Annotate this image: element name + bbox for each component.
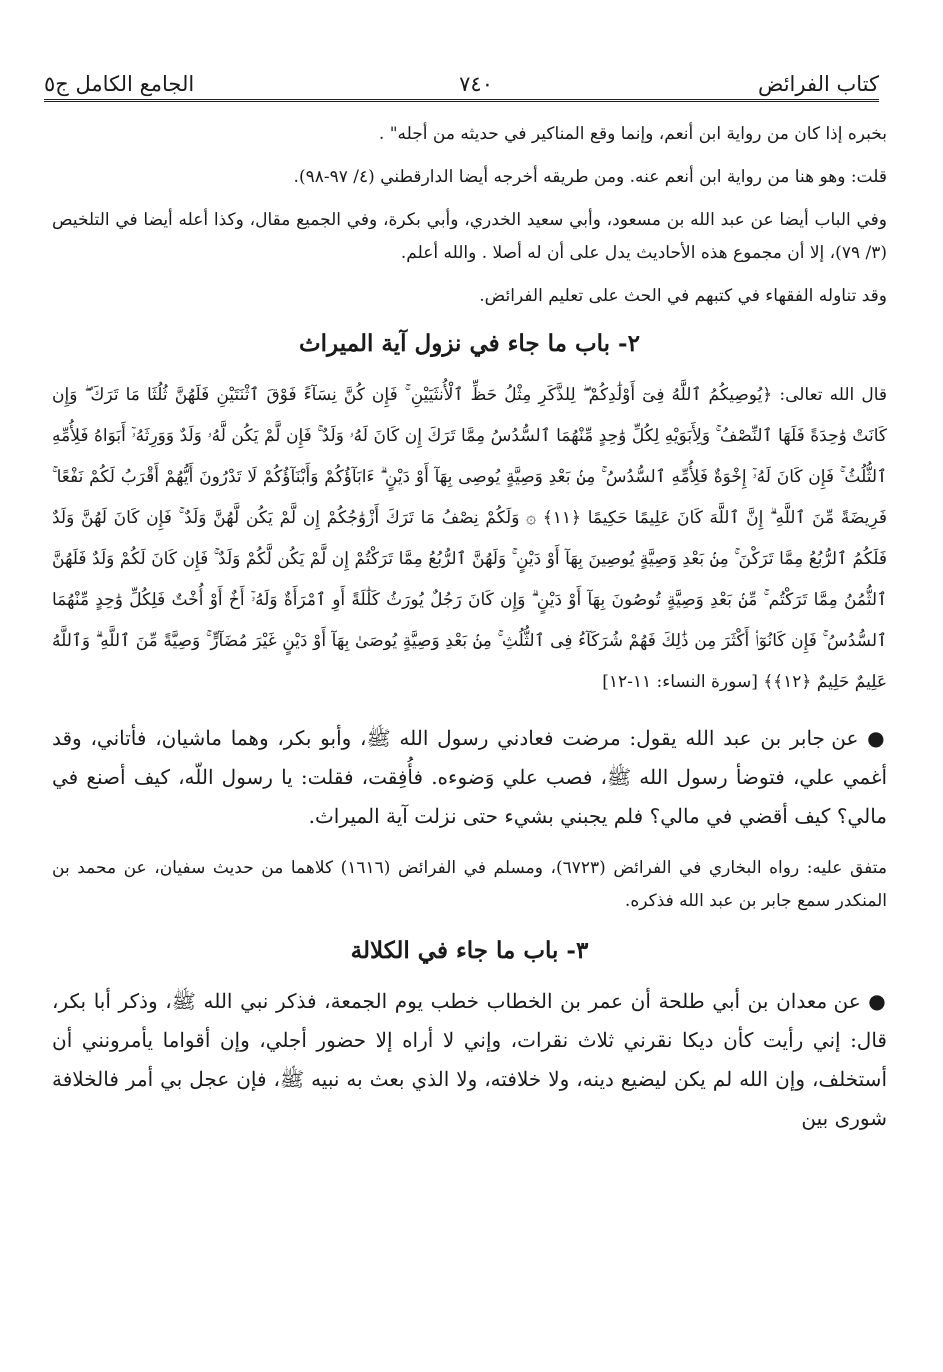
hadith-jabir: ● عن جابر بن عبد الله يقول: مرضت فعادني رسول الله ﷺ، وأبو بكر، وهما ماشيان، فأتاني، وقد أغمي علي، فتوضأ رسول الله ﷺ، فصب علي وَضوءه. فأُفِقت، فقلت: يا رسول اللّه، كيف أصنع في مالي؟ كيف أقضي في مالي؟ فلم يجبني بشيء حتى نزلت آية الميراث. — [52, 719, 887, 836]
page-number: ٧٤٠ — [459, 72, 493, 96]
section-3-heading: ٣- باب ما جاء في الكلالة — [350, 937, 589, 964]
paragraph-4: وقد تناوله الفقهاء في كتبهم في الحث على تعليم الفرائض. — [479, 286, 887, 306]
hadith-source: متفق عليه: رواه البخاري في الفرائض (٦٧٢٣)، ومسلم في الفرائض (١٦١٦) كلاهما من حديث سفيان، عن محمد بن المنكدر سمع جابر بن عبد الله فذكره. — [52, 858, 887, 911]
paragraph-3: وفي الباب أيضا عن عبد الله بن مسعود، وأبي سعيد الخدري، وأبي بكرة، وفي الجميع مقال، وكذا أعله أيضا في التلخيص (٣/ ٧٩)، إلا أن مجموع هذه الأحاديث يدل على أن له أصلا . والله أعلم. — [52, 210, 887, 263]
book-title: الجامع الكامل ج٥ — [44, 72, 195, 96]
paragraph-2: قلت: وهو هنا من رواية ابن أنعم عنه. ومن طريقه أخرجه أيضا الدارقطني (٤/ ٩٧-٩٨). — [293, 167, 887, 187]
section-2-heading: ٢- باب ما جاء في نزول آية الميراث — [299, 330, 640, 357]
header-divider — [44, 99, 879, 102]
hadith-madan: ● عن معدان بن أبي طلحة أن عمر بن الخطاب خطب يوم الجمعة، فذكر نبي الله ﷺ، وذكر أبا بكر، قال: إني رأيت كأن ديكا نقرني ثلاث نقرات، وإني لا أراه إلا حضور أجلي، وإن أقواما يأمرونني أن أستخلف، وإن الله لم يكن ليضيع دينه، ولا خلافته، ولا الذي بعث به نبيه ﷺ، فإن عجل بي أمر فالخلافة شورى بين — [52, 982, 887, 1138]
chapter-title: كتاب الفرائض — [757, 72, 879, 96]
page-content — [52, 118, 887, 1154]
quran-verse: قال الله تعالى: ﴿يُوصِيكُمُ ٱللَّهُ فِىٓ أَوْلَٰدِكُمْ ۖ لِلذَّكَرِ مِثْلُ حَظِّ ٱلْأُنثَيَيْنِ ۚ فَإِن كُنَّ نِسَآءً فَوْقَ ٱثْنَتَيْنِ فَلَهُنَّ ثُلُثَا مَا تَرَكَ ۖ وَإِن كَانَتْ وَٰحِدَةً فَلَهَا ٱلنِّصْفُ ۚ وَلِأَبَوَيْهِ لِكُلِّ وَٰحِدٍ مِّنْهُمَا ٱلسُّدُسُ مِمَّا تَرَكَ إِن كَانَ لَهُۥ وَلَدٌ ۚ فَإِن لَّمْ يَكُن لَّهُۥ وَلَدٌ وَوَرِثَهُۥٓ أَبَوَاهُ فَلِأُمِّهِ ٱلثُّلُثُ ۚ فَإِن كَانَ لَهُۥٓ إِخْوَةٌ فَلِأُمِّهِ ٱلسُّدُسُ ۚ مِنۢ بَعْدِ وَصِيَّةٍ يُوصِى بِهَآ أَوْ دَيْنٍ ۗ ءَابَآؤُكُمْ وَأَبْنَآؤُكُمْ لَا تَدْرُونَ أَيُّهُمْ أَقْرَبُ لَكُمْ نَفْعًا ۚ فَرِيضَةً مِّنَ ٱللَّهِ ۗ إِنَّ ٱللَّهَ كَانَ عَلِيمًا حَكِيمًا ﴿١١﴾ ۞ وَلَكُمْ نِصْفُ مَا تَرَكَ أَزْوَٰجُكُمْ إِن لَّمْ يَكُن لَّهُنَّ وَلَدٌ ۚ فَإِن كَانَ لَهُنَّ وَلَدٌ فَلَكُمُ ٱلرُّبُعُ مِمَّا تَرَكْنَ ۚ مِنۢ بَعْدِ وَصِيَّةٍ يُوصِينَ بِهَآ أَوْ دَيْنٍ ۚ وَلَهُنَّ ٱلرُّبُعُ مِمَّا تَرَكْتُمْ إِن لَّمْ يَكُن لَّكُمْ وَلَدٌ ۚ فَإِن كَانَ لَكُمْ وَلَدٌ فَلَهُنَّ ٱلثُّمُنُ مِمَّا تَرَكْتُم ۚ مِّنۢ بَعْدِ وَصِيَّةٍ تُوصُونَ بِهَآ أَوْ دَيْنٍ ۗ وَإِن كَانَ رَجُلٌ يُورَثُ كَلَٰلَةً أَوِ ٱمْرَأَةٌ وَلَهُۥٓ أَخٌ أَوْ أُخْتٌ فَلِكُلِّ وَٰحِدٍ مِّنْهُمَا ٱلسُّدُسُ ۚ فَإِن كَانُوٓا۟ أَكْثَرَ مِن ذَٰلِكَ فَهُمْ شُرَكَآءُ فِى ٱلثُّلُثِ ۚ مِنۢ بَعْدِ وَصِيَّةٍ يُوصَىٰ بِهَآ أَوْ دَيْنٍ غَيْرَ مُضَآرٍّ ۚ وَصِيَّةً مِّنَ ٱللَّهِ ۗ وَٱللَّهُ عَلِيمٌ حَلِيمٌ ﴿١٢﴾﴾ [سورة النساء: ١١-١٢] — [52, 385, 887, 692]
paragraph-1: بخبره إذا كان من رواية ابن أنعم، وإنما وقع المناكير في حديثه من أجله" . — [378, 124, 887, 144]
page-header — [44, 56, 879, 96]
